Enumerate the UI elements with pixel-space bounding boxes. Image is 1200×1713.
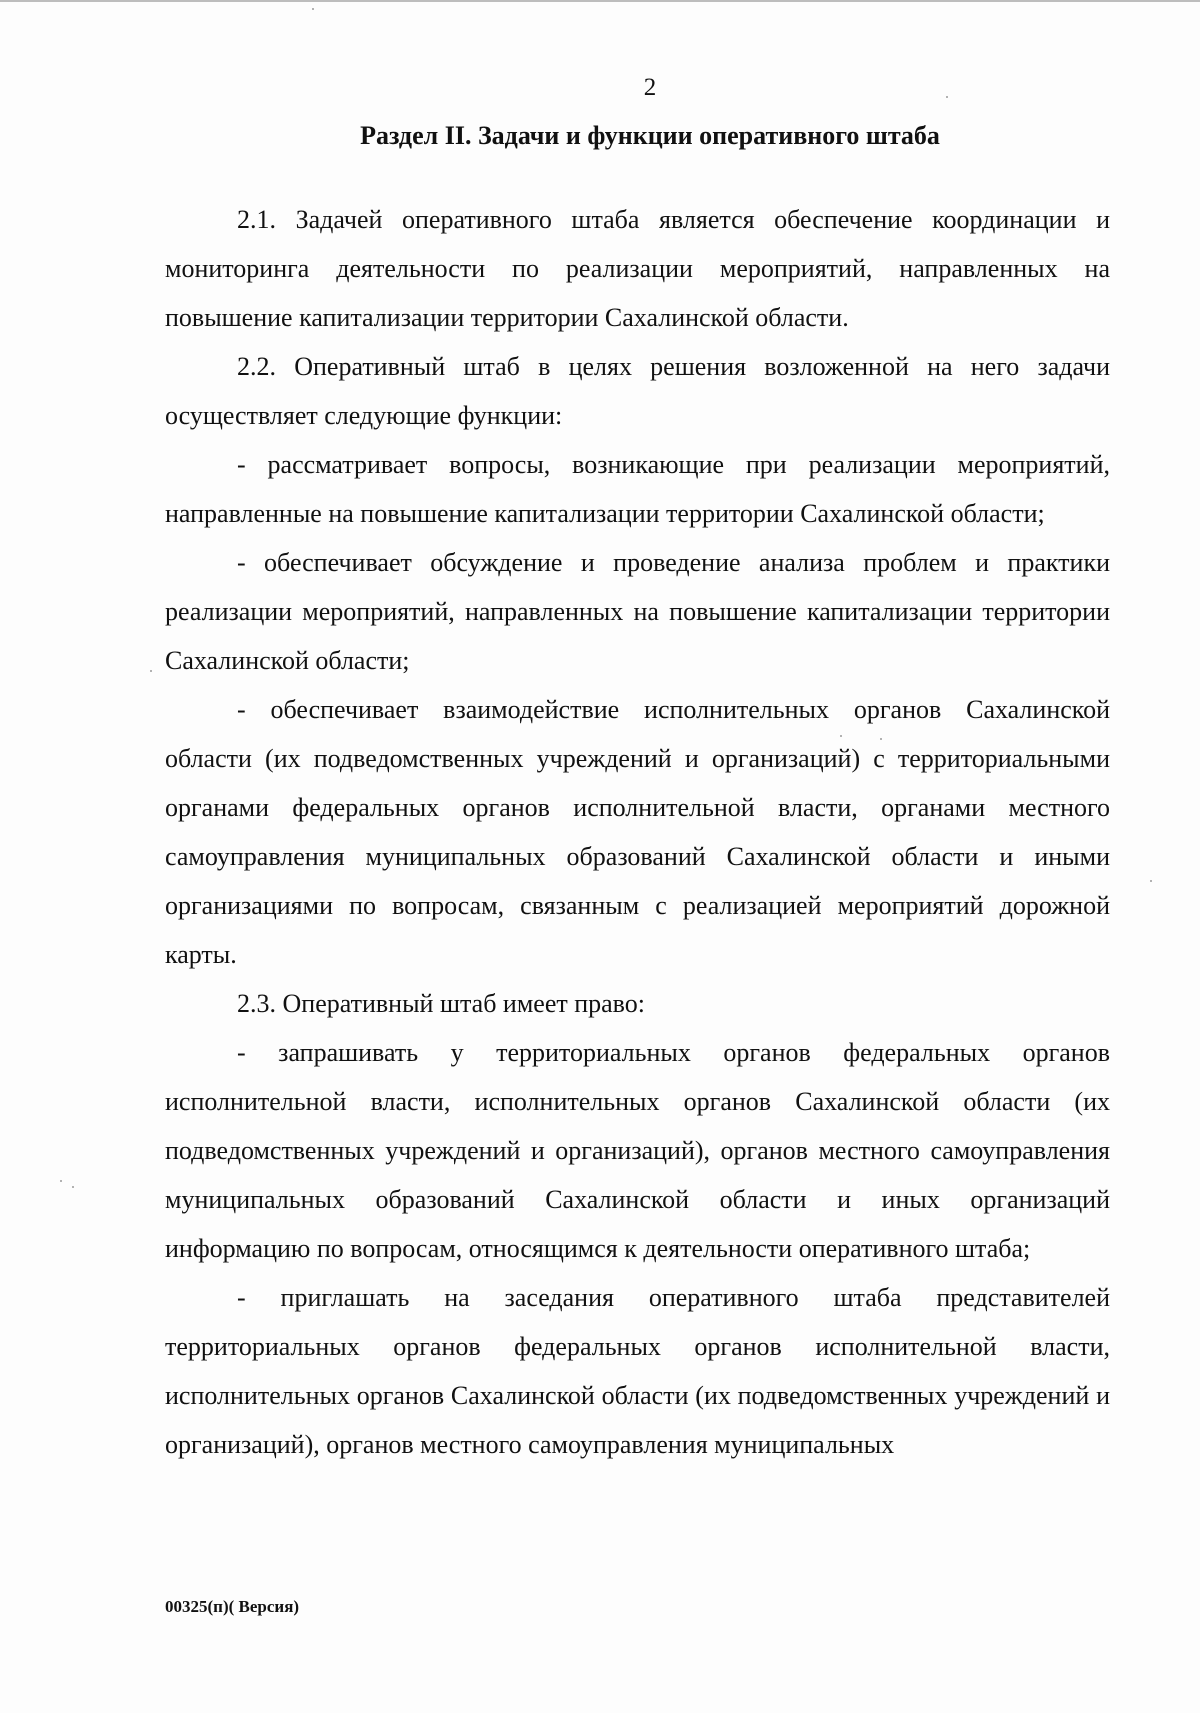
scan-edge-line	[0, 0, 1200, 2]
section-title: Раздел II. Задачи и функции оперативного штаба	[360, 121, 940, 150]
scan-speck	[150, 670, 152, 672]
scan-speck	[840, 735, 842, 737]
scan-speck	[72, 1186, 74, 1188]
right-item: - запрашивать у территориальных органов федеральных органов исполнительной власти, исполнительных органов Сахалинской области (их подведомственных учреждений и организаций), органов местного самоуправления муниципальных образований Сахалинской области и иных организаций информацию по вопросам, относящимся к деятельности оперативного штаба;	[165, 1038, 1110, 1263]
function-item: - рассматривает вопросы, возникающие при реализации мероприятий, направленные на повышение капитализации территории Сахалинской области;	[165, 450, 1110, 528]
page-number: 2	[643, 74, 657, 101]
body-text	[165, 195, 1110, 1469]
function-item: - обеспечивает взаимодействие исполнительных органов Сахалинской области (их подведомственных учреждений и организаций) с территориальными органами федеральных органов исполнительной власти, органами местного самоуправления муниципальных образований Сахалинской области и иными организациями по вопросам, связанным с реализацией мероприятий дорожной карты.	[165, 695, 1110, 969]
paragraph-2-3: 2.3. Оперативный штаб имеет право:	[237, 989, 646, 1018]
document-code: 00325(п)( Версия)	[165, 1597, 300, 1616]
scan-speck	[1150, 880, 1152, 882]
scan-speck	[60, 1180, 62, 1182]
function-item: - обеспечивает обсуждение и проведение анализа проблем и практики реализации мероприятий, направленных на повышение капитализации территории Сахалинской области;	[165, 548, 1110, 675]
paragraph-2-2: 2.2. Оперативный штаб в целях решения возложенной на него задачи осуществляет следующие функции:	[165, 352, 1110, 430]
scan-speck	[312, 8, 314, 10]
scan-speck	[946, 96, 948, 98]
scan-speck	[880, 738, 882, 740]
right-item: - приглашать на заседания оперативного штаба представителей территориальных органов федеральных органов исполнительной власти, исполнительных органов Сахалинской области (их подведомственных учреждений и организаций), органов местного самоуправления муниципальных	[165, 1283, 1110, 1459]
paragraph-2-1: 2.1. Задачей оперативного штаба является обеспечение координации и мониторинга деятельности по реализации мероприятий, направленных на повышение капитализации территории Сахалинской области.	[165, 205, 1110, 332]
